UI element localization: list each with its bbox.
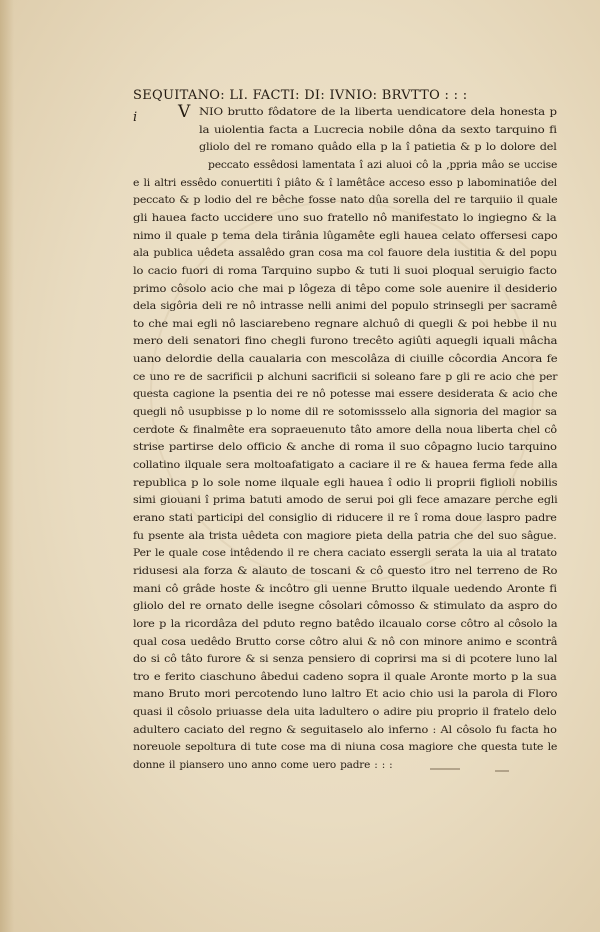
text-line: lore p la ricordâza del pduto regno batêdo ilcaualo corse côtro al côsolo la <box>133 617 558 630</box>
text-line: noreuole sepoltura di tute cose ma di niuna cosa magiore che questa tute le <box>133 741 558 754</box>
text-line: quasi il côsolo priuasse dela uita ladultero o adire piu proprio il fratelo delo <box>133 706 557 719</box>
text-line: mano Bruto mori percotendo luno laltro Et acio chio usi la parola di Floro <box>133 688 558 701</box>
text-line: ce uno re de sacrificii p alchuni sacrificii si soleano fare p gli re acio che per <box>133 370 558 383</box>
text-line: gliolo del re romano quâdo ella p la î patietia & p lo dolore del <box>199 141 557 154</box>
text-line: uano delordie della caualaria con mescolâza di ciuille côcordia Ancora fe <box>133 353 558 366</box>
text-line: quegli nô usupbisse p lo nome dil re sotomissselo alla signoria del magior sa <box>133 406 557 419</box>
text-line: Per le quale cose intêdendo il re chera caciato essergli serata la uia al tratato <box>133 547 557 560</box>
ink-smudge <box>430 768 460 770</box>
text-line: gliolo del re ornato delle isegne côsolari cômosso & stimulato da aspro do <box>133 600 558 613</box>
text-line: simi giouani î prima batuti amodo de serui poi gli fece amazare perche egli <box>133 494 558 507</box>
text-line: strise partirse delo officio & anche di roma il suo côpagno lucio tarquino <box>133 441 557 454</box>
text-line: primo côsolo acio che mai p lôgeza di têpo come sole auenire il desiderio <box>133 282 557 295</box>
text-line: republica p lo sole nome ilquale egli hauea î odio li proprii figlioli nobilis <box>133 476 558 489</box>
section-marker: i <box>133 110 138 125</box>
text-line: do si cô tâto furore & si senza pensiero di coprirsi ma si di pcotere luno lal <box>133 653 558 666</box>
text-line: ala publica uêdeta assalêdo gran cosa ma col fauore dela iustitia & del popu <box>133 247 557 260</box>
text-line: cerdote & finalmête era sopraeuenuto tâto amore della noua liberta chel cô <box>133 423 557 436</box>
drop-initial: V <box>178 102 191 122</box>
text-line: la uiolentia facta a Lucrecia nobile dôna da sexto tarquino fi <box>199 123 557 136</box>
text-line: peccato essêdosi lamentata î azi aluoi cô la ,ppria mâo se uccise <box>208 158 558 171</box>
text-line: qual cosa uedêdo Brutto corse côtro alui & nô con minore animo e scontrâ <box>133 635 558 648</box>
text-line: fu psente ala trista uêdeta con magiore pieta della patria che del suo sâgue. <box>133 529 557 542</box>
text-line: to che mai egli nô lasciarebeno regnare alchuô di quegli & poi hebbe il nu <box>133 317 557 330</box>
text-line: lo cacio fuori di roma Tarquino supbo & tuti li suoi ploqual seruigio facto <box>133 264 557 277</box>
text-line: peccato & p lodio del re bêche fosse nato dûa sorella del re tarquiio il quale <box>133 194 558 207</box>
text-line: nimo il quale p tema dela tirânia lûgamête egli hauea celato offersesi capo <box>133 229 558 242</box>
text-line: gli hauea facto uccidere uno suo fratello nô manifestato lo ingiegno & la <box>133 211 557 224</box>
text-line: erano stati participi del consiglio di riducere il re î roma doue laspro padre <box>133 511 557 524</box>
text-line: dela sigôria deli re nô intrasse nelli animi del populo strinsegli per sacramê <box>133 300 557 313</box>
page-edge-shadow <box>0 0 14 932</box>
text-line: tro e ferito ciaschuno âbedui cadeno sopra il quale Aronte morto p la sua <box>133 670 557 683</box>
text-line: mero deli senatori fino chegli furono trecêto agiûti aquegli iquali mâcha <box>133 335 558 348</box>
text-line: e li altri essêdo conuertiti î piâto & î lamêtâce acceso esso p labominatiôe del <box>133 176 557 189</box>
text-line: adultero caciato del regno & seguitaselo alo inferno : Al côsolo fu facta ho <box>133 723 557 736</box>
ink-smudge <box>495 770 509 772</box>
text-line: mani cô grâde hoste & incôtro gli uenne Brutto ilquale uedendo Aronte fi <box>133 582 557 595</box>
text-line: ridusesi ala forza & alauto de toscani & cô questo itro nel terreno de Ro <box>133 564 558 577</box>
text-line: questa cagione la psentia dei re nô potesse mai essere desiderata & acio che <box>133 388 558 401</box>
text-line: donne il piansero uno anno come uero padre : : : <box>133 759 393 772</box>
chapter-heading: SEQUITANO: LI. FACTI: DI: IVNIO: BRVTTO : : : <box>133 88 468 103</box>
text-line: NIO brutto fôdatore de la liberta uendicatore dela honesta p <box>199 106 557 118</box>
text-line: collatino ilquale sera moltoafatigato a caciare il re & hauea ferma fede alla <box>133 459 558 471</box>
